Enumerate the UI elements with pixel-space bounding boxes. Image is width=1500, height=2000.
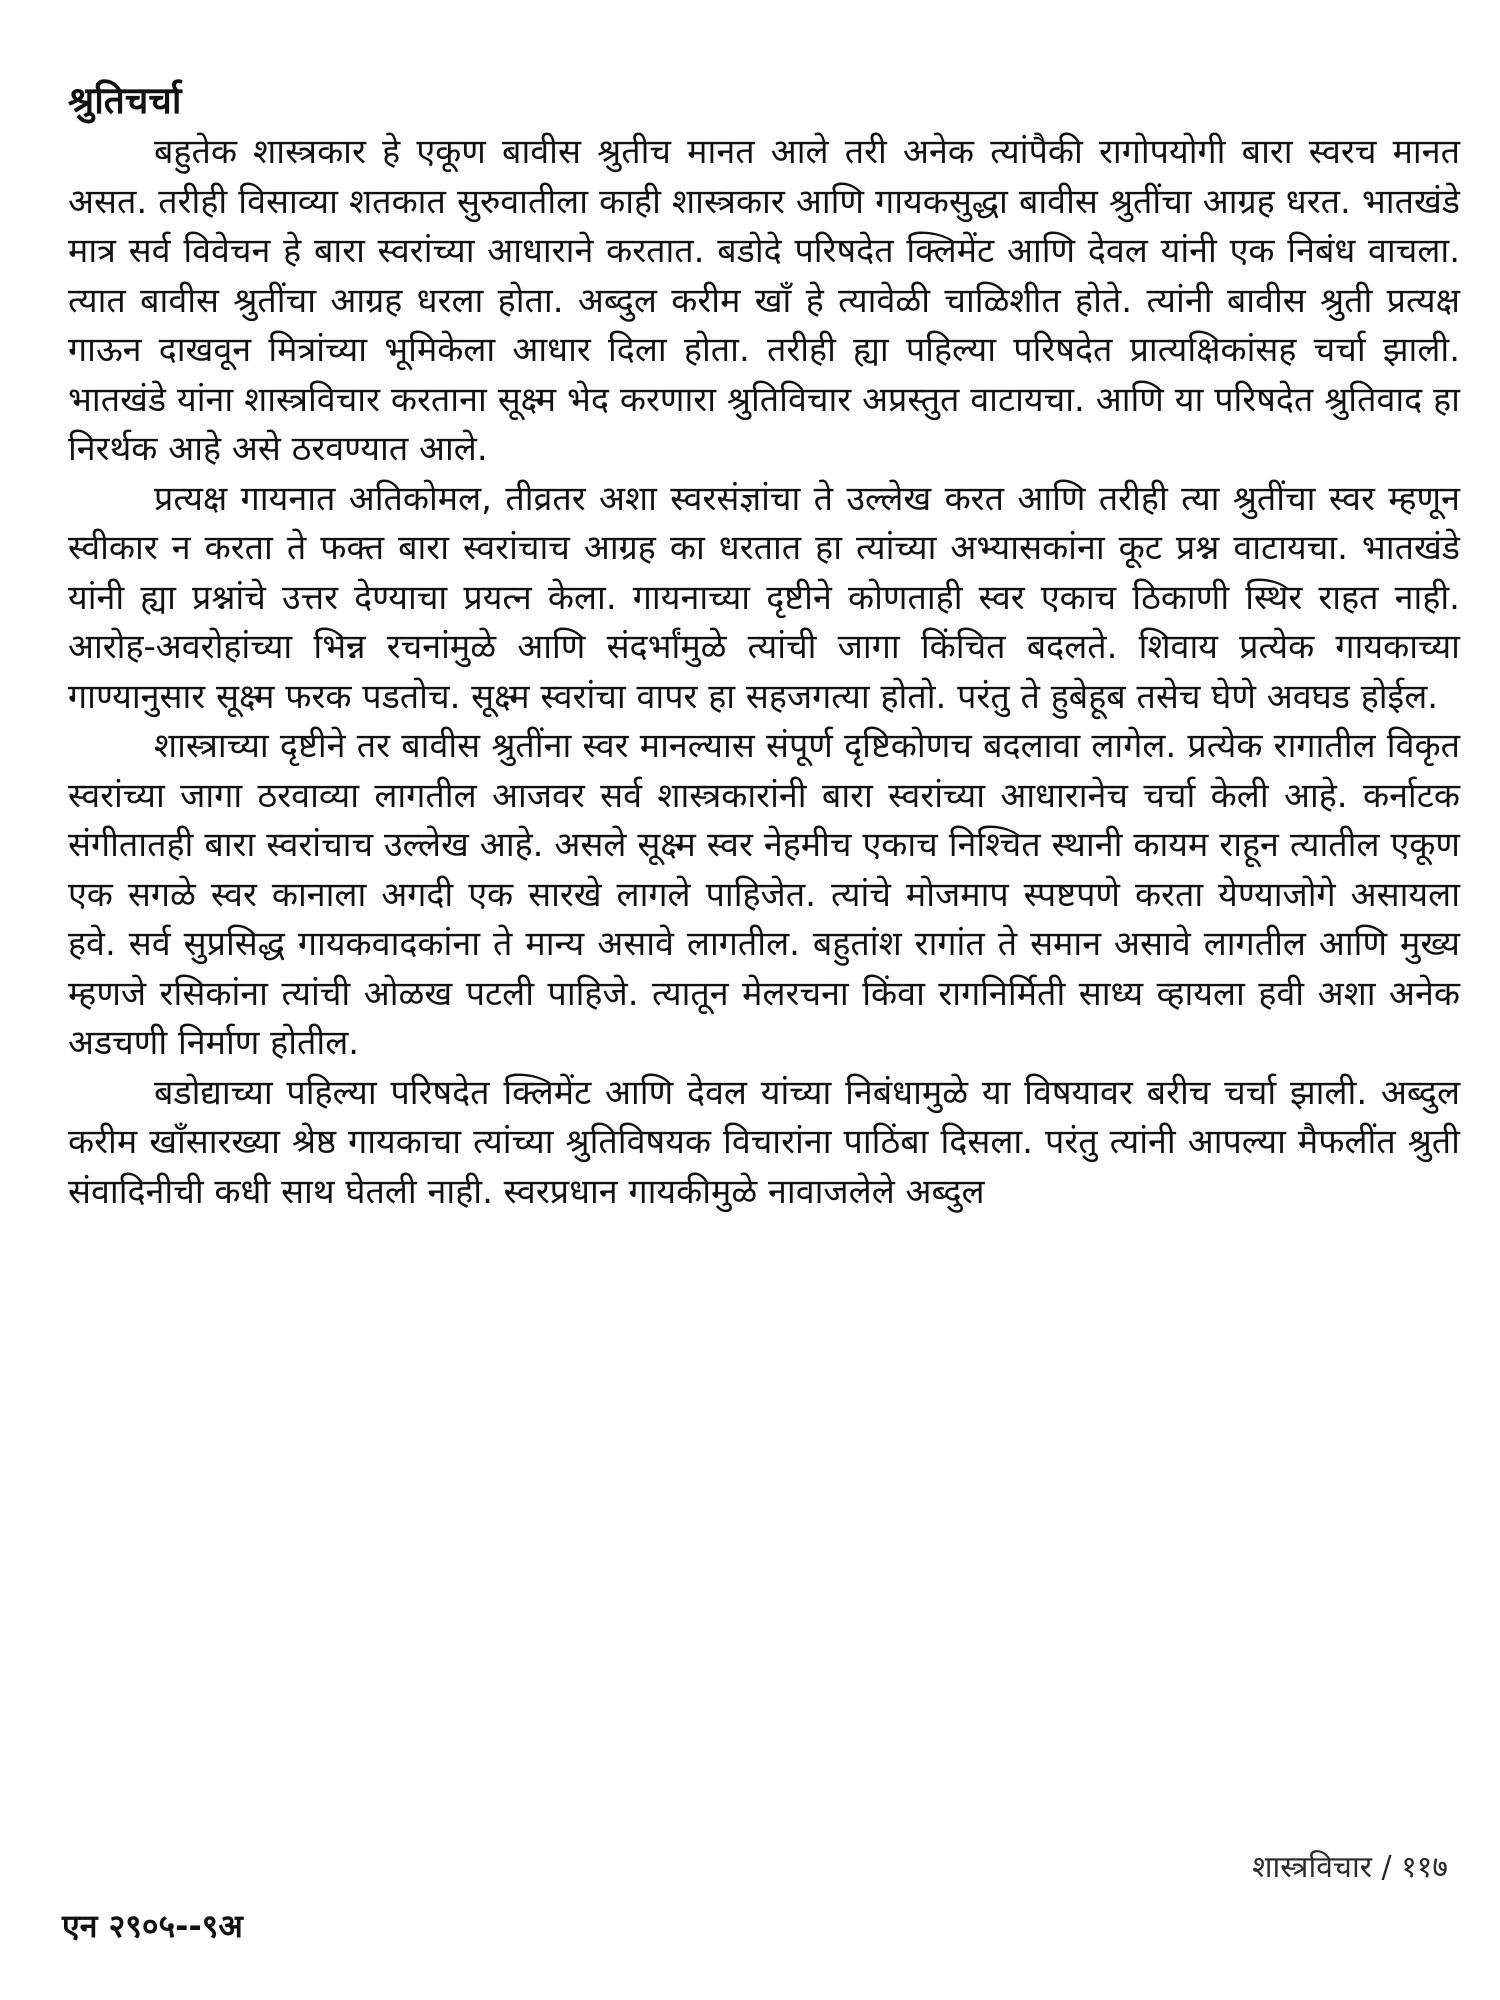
paragraph-4: बडोद्याच्या पहिल्या परिषदेत क्लिमेंट आणि देवल यांच्या निबंधामुळे या विषयावर बरीच चर्चा झाली. अब्दुल करीम खाँसारख्या श्रेष्ठ गायकाचा त्यांच्या श्रुतिविषयक विचारांना पाठिंबा दिसला. परंतु त्यांनी आपल्या मैफलींत श्रुती संवादिनीची कधी साथ घेतली नाही. स्वरप्रधान गायकीमुळे नावाजलेले अब्दुल (68, 1072, 1460, 1212)
paragraph-1: बहुतेक शास्त्रकार हे एकूण बावीस श्रुतीच मानत आले तरी अनेक त्यांपैकी रागोपयोगी बारा स्वरच मानत असत. तरीही विसाव्या शतकात सुरुवातीला काही शास्त्रकार आणि गायकसुद्धा बावीस श्रुतींचा आग्रह धरत. भातखंडे मात्र सर्व विवेचन हे बारा स्वरांच्या आधाराने करतात. बडोदे परिषदेत क्लिमेंट आणि देवल यांनी एक निबंध वाचला. त्यात बावीस श्रुतींचा आग्रह धरला होता. अब्दुल करीम खाँ हे त्यावेळी चाळिशीत होते. त्यांनी बावीस श्रुती प्रत्यक्ष गाऊन दाखवून मित्रांच्या भूमिकेला आधार दिला होता. तरीही ह्या पहिल्या परिषदेत प्रात्यक्षिकांसह चर्चा झाली. भातखंडे यांना शास्त्रविचार करताना सूक्ष्म भेद करणारा श्रुतिविचार अप्रस्तुत वाटायचा. आणि या परिषदेत श्रुतिवाद हा निरर्थक आहे असे ठरवण्यात आले. (68, 132, 1460, 469)
paragraph-3: शास्त्राच्या दृष्टीने तर बावीस श्रुतींना स्वर मानल्यास संपूर्ण दृष्टिकोणच बदलावा लागेल. प्रत्येक रागातील विकृत स्वरांच्या जागा ठरवाव्या लागतील आजवर सर्व शास्त्रकारांनी बारा स्वरांच्या आधारानेच चर्चा केली आहे. कर्नाटक संगीतातही बारा स्वरांचाच उल्लेख आहे. असले सूक्ष्म स्वर नेहमीच एकाच निश्चित स्थानी कायम राहून त्यातील एकूण एक सगळे स्वर कानाला अगदी एक सारखे लागले पाहिजेत. त्यांचे मोजमाप स्पष्टपणे करता येण्याजोगे असायला हवे. सर्व सुप्रसिद्ध गायकवादकांना ते मान्य असावे लागतील. बहुतांश रागांत ते समान असावे लागतील आणि मुख्य म्हणजे रसिकांना त्यांची ओळख पटली पाहिजे. त्यातून मेलरचना किंवा रागनिर्मिती साध्य व्हायला हवी अशा अनेक अडचणी निर्माण होतील. (68, 726, 1460, 1063)
section-heading: श्रुतिचर्चा (68, 79, 182, 122)
print-code: एन २९०५--९अ (62, 1907, 243, 1945)
running-footer-page-number: शास्त्रविचार / ११७ (1252, 1850, 1448, 1885)
paragraph-2: प्रत्यक्ष गायनात अतिकोमल, तीव्रतर अशा स्वरसंज्ञांचा ते उल्लेख करत आणि तरीही त्या श्रुतींचा स्वर म्हणून स्वीकार न करता ते फक्त बारा स्वरांचाच आग्रह का धरतात हा त्यांच्या अभ्यासकांना कूट प्रश्न वाटायचा. भातखंडे यांनी ह्या प्रश्नांचे उत्तर देण्याचा प्रयत्न केला. गायनाच्या दृष्टीने कोणताही स्वर एकाच ठिकाणी स्थिर राहत नाही. आरोह-अवरोहांच्या भिन्न रचनांमुळे आणि संदर्भांमुळे त्यांची जागा किंचित बदलते. शिवाय प्रत्येक गायकाच्या गाण्यानुसार सूक्ष्म फरक पडतोच. सूक्ष्म स्वरांचा वापर हा सहजगत्या होतो. परंतु ते हुबेहूब तसेच घेणे अवघड होईल. (68, 478, 1460, 717)
body-text (68, 128, 1460, 1217)
